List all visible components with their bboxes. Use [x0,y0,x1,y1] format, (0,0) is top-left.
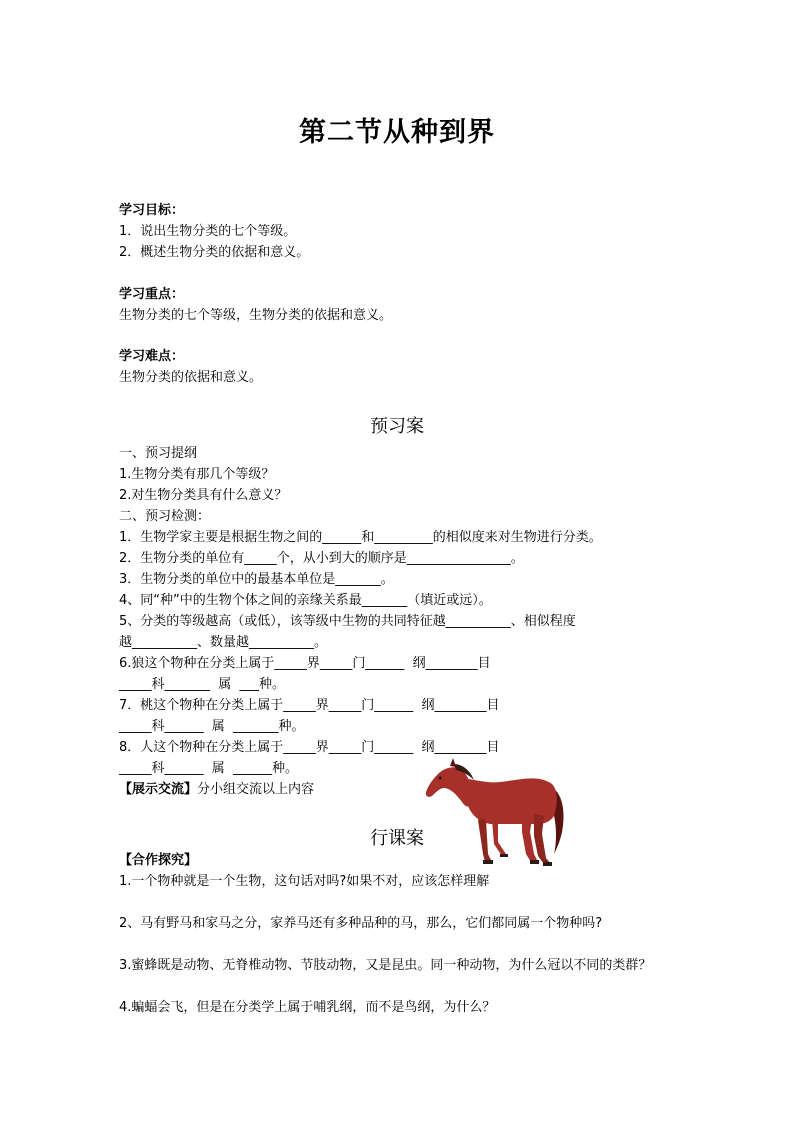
objective-item: 2．概述生物分类的依据和意义。 [119,245,310,260]
check-item: 越__________、数量越__________。 [119,635,328,650]
check-item: _____科______ 属 ______种。 [119,761,299,776]
key-points-text: 生物分类的七个等级，生物分类的依据和意义。 [119,308,393,323]
outline-heading: 一、预习提纲 [119,446,198,461]
check-item: 8．人这个物种在分类上属于_____界_____门______ 纲________目 [119,740,500,755]
check-item: 4、同“种”中的生物个体之间的亲缘关系最_______（填近或远）。 [119,593,492,608]
inquiry-heading: 【合作探究】 [119,853,198,868]
inquiry-question: 4.蝙蝠会飞，但是在分类学上属于哺乳纲，而不是鸟纲，为什么？ [119,1000,496,1015]
outline-item: 1.生物分类有那几个等级？ [119,467,275,482]
exchange-text: 分小组交流以上内容 [197,782,315,797]
exchange-line [119,781,314,799]
difficult-points-heading: 学习难点： [119,349,185,364]
check-item: _____科______ 属 _______种。 [119,719,305,734]
check-item: 6.狼这个物种在分类上属于_____界_____门______ 纲________目 [119,656,491,671]
exchange-label: 【展示交流】 [119,782,198,797]
check-item: 1．生物学家主要是根据生物之间的______和_________的相似度来对生物进行分类。 [119,530,602,545]
page-title: 第二节从种到界 [299,117,495,148]
difficult-points-text: 生物分类的依据和意义。 [119,370,263,385]
outline-item: 2.对生物分类具有什么意义？ [119,488,288,503]
objective-item: 1．说出生物分类的七个等级。 [119,224,297,239]
objectives-heading: 学习目标： [119,203,185,218]
inquiry-question: 2、马有野马和家马之分，家养马还有多种品种的马，那么，它们都同属一个物种吗? [119,916,603,931]
check-heading: 二、预习检测： [119,509,211,524]
inquiry-question: 3.蜜蜂既是动物、无脊椎动物、节肢动物，又是昆虫。同一种动物，为什么冠以不同的类群？ [119,958,652,973]
check-item: _____科_______ 属 ___种。 [119,677,286,692]
check-item: 5、分类的等级越高（或低），该等级中生物的共同特征越__________、相似程度 [119,614,576,629]
in-class-heading: 行课案 [370,828,424,849]
horse-image [420,758,570,870]
check-item: 7．桃这个物种在分类上属于_____界_____门______ 纲________目 [119,698,500,713]
check-item: 2．生物分类的单位有_____个，从小到大的顺序是________________。 [119,551,524,566]
check-item: 3．生物分类的单位中的最基本单位是_______。 [119,572,394,587]
key-points-heading: 学习重点： [119,287,185,302]
inquiry-question: 1.一个物种就是一个生物，这句话对吗?如果不对，应该怎样理解 [119,874,490,889]
preview-heading: 预习案 [370,416,424,437]
